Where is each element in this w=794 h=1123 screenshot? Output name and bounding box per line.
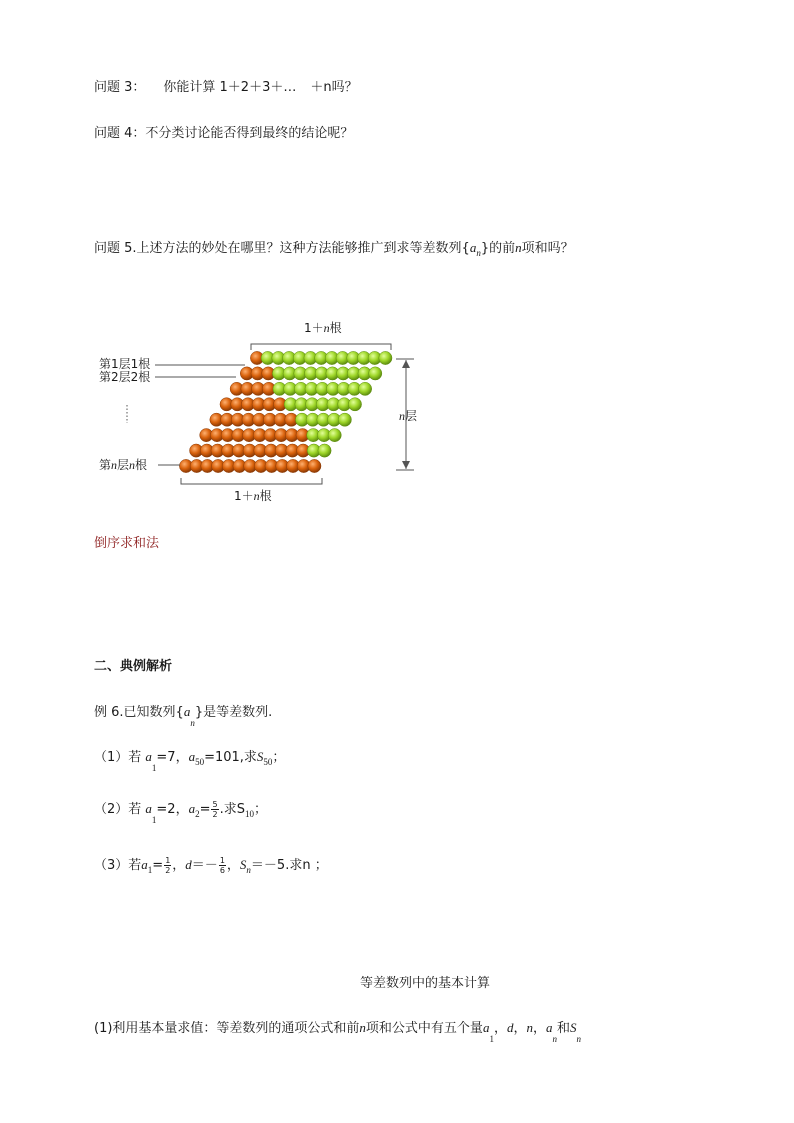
bead-grid <box>179 351 392 472</box>
example-6: 例 6.已知数列$\{a_n\}$是等差数列. <box>94 704 273 728</box>
green-bead <box>359 382 372 395</box>
subtitle: 等差数列中的基本计算 <box>360 976 491 991</box>
fraction-5-2: $\frac{5}{2}$ <box>212 800 218 819</box>
top-bracket <box>251 344 391 350</box>
arrow-up-icon <box>402 360 410 368</box>
green-bead <box>369 367 382 380</box>
layer-n-label: 第n层n根 <box>99 458 148 472</box>
question-4: 问题 4：不分类讨论能否得到最终的结论呢？ <box>94 126 354 141</box>
green-bead <box>328 429 341 442</box>
layer-2-label: 第2层2根 <box>99 370 151 384</box>
basic-calc: (1)利用基本量求值：等差数列的通项公式和前n项和公式中有五个量$a_1$，d，n，$a_n$和$S_n$ <box>94 1020 581 1044</box>
problem-1: （1）若 $a_1=7$，$a_{50}=101$,求$S_{50}$； <box>94 749 286 773</box>
problem-2: （2）若 $a_1=2$，$a_2=$ $\frac{5}{2}$ .求$S_{10}$； <box>94 800 267 825</box>
question-3-end: ＋n吗？ <box>310 80 358 95</box>
bottom-label: 1＋n根 <box>234 489 272 503</box>
question-3-text: 你能计算 1＋2＋3＋… <box>163 80 297 95</box>
fraction-1-2: $\frac{1}{2}$ <box>165 856 171 875</box>
question-5-mid: }的前 <box>480 241 516 256</box>
section-title: 二、典例解析 <box>94 659 173 674</box>
layer-1-label: 第1层1根 <box>99 357 151 371</box>
sequence-a: a <box>469 240 477 255</box>
right-label: n层 <box>399 409 418 423</box>
green-bead <box>348 398 361 411</box>
orange-bead <box>308 459 321 472</box>
top-label: 1＋n根 <box>304 321 342 335</box>
green-bead <box>338 413 351 426</box>
term-n: n <box>515 240 522 255</box>
bottom-bracket <box>181 478 322 484</box>
question-5-end: 项和吗？ <box>521 241 574 256</box>
green-bead <box>318 444 331 457</box>
question-3-label: 问题 3： <box>94 80 146 95</box>
question-5-text: 问题 5.上述方法的妙处在哪里？这种方法能够推广到求等差数列{ <box>94 241 470 256</box>
arrow-down-icon <box>402 461 410 469</box>
fraction-1-6: $\frac{1}{6}$ <box>219 856 225 875</box>
method-name: 倒序求和法 <box>94 536 160 551</box>
green-bead <box>379 351 392 364</box>
problem-3: （3）若$a_1=$ $\frac{1}{2}$ ，d＝－ $\frac{1}{6}$ ，$S_n=-5$.求n ； <box>94 856 328 875</box>
sequence-sub: n <box>476 248 481 258</box>
